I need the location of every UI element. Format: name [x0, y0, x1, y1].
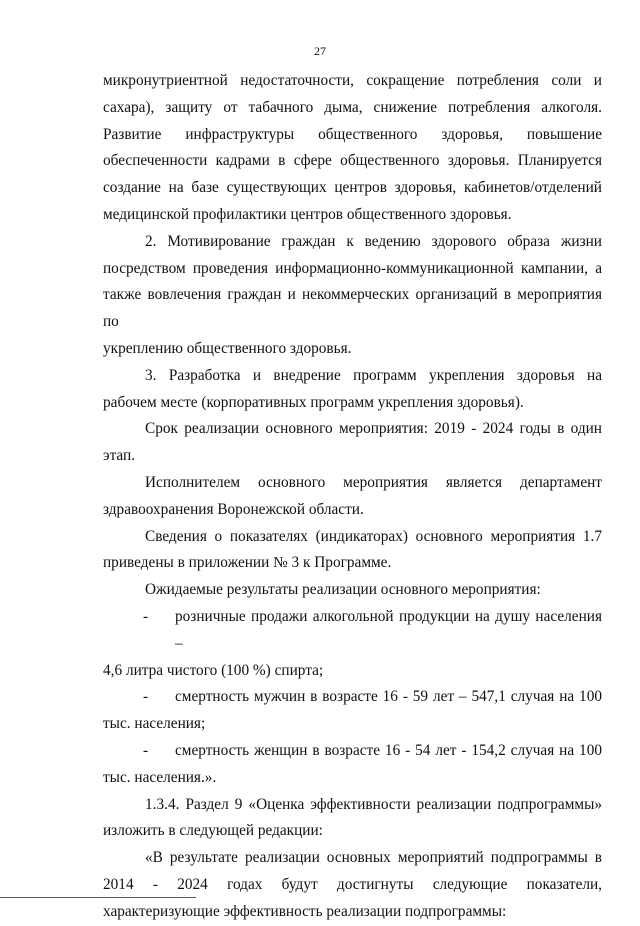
dash-marker: -	[143, 688, 149, 706]
page-number: 27	[314, 44, 326, 58]
result-text: смертность женщин в возрасте 16 - 54 лет - 154,2 случая на 100	[175, 741, 602, 759]
result-item-men-mortality	[103, 684, 602, 711]
executor-paragraph: Исполнителем основного мероприятия является департамент	[145, 473, 602, 491]
text-line: 2014 - 2024 годах будут достигнуты следующие показатели,	[103, 875, 602, 893]
text-line: медицинской профилактики центров общественного здоровья.	[103, 205, 512, 223]
text-line: характеризующие эффективность реализации подпрограммы:	[103, 902, 507, 920]
text-line: обеспеченности кадрами в сфере общественного здоровья. Планируется	[103, 152, 602, 170]
result-item-women-mortality	[103, 738, 602, 765]
section-1-3-4: 1.3.4. Раздел 9 «Оценка эффективности реализации подпрограммы»	[145, 795, 602, 813]
result-text: розничные продажи алкогольной продукции на душу населения –	[175, 607, 602, 652]
dash-marker: -	[143, 741, 149, 759]
text-line: 4,6 литра чистого (100 %) спирта;	[103, 661, 324, 679]
text-line: тыс. населения.».	[103, 768, 217, 786]
deadline-paragraph: Срок реализации основного мероприятия: 2019 - 2024 годы в один этап.	[103, 420, 602, 465]
text-line: приведены в приложении № 3 к Программе.	[103, 554, 392, 572]
text-line: микронутриентной недостаточности, сокращение потребления соли и	[103, 72, 602, 89]
footer-divider	[0, 897, 196, 898]
text-line: посредством проведения информационно-коммуникационной кампании, а	[103, 259, 602, 277]
result-item-alcohol	[103, 604, 602, 658]
expected-results-heading: Ожидаемые результаты реализации основного мероприятия:	[145, 581, 541, 599]
text-line: рабочем месте (корпоративных программ укрепления здоровья).	[103, 393, 524, 411]
text-line: здравоохранения Воронежской области.	[103, 500, 364, 518]
quote-paragraph: «В результате реализации основных мероприятий подпрограммы в	[145, 849, 602, 867]
text-line: укреплению общественного здоровья.	[103, 339, 352, 357]
text-line: создание на базе существующих центров здоровья, кабинетов/отделений	[103, 179, 602, 197]
result-text: смертность мужчин в возрасте 16 - 59 лет – 547,1 случая на 100	[175, 688, 602, 706]
text-line: также вовлечения граждан и некоммерческих организаций в мероприятия по	[103, 286, 602, 331]
text-line: изложить в следующей редакции:	[103, 822, 323, 840]
text-line: сахара), защиту от табачного дыма, снижение потребления алкоголя.	[103, 98, 602, 116]
text-line: тыс. населения;	[103, 715, 206, 733]
indicators-paragraph: Сведения о показателях (индикаторах) основного мероприятия 1.7	[145, 527, 602, 545]
dash-marker: -	[143, 607, 149, 625]
document-body	[103, 68, 602, 926]
text-line: Развитие инфраструктуры общественного здоровья, повышение	[103, 125, 602, 143]
list-item-3: 3. Разработка и внедрение программ укрепления здоровья на	[145, 366, 602, 384]
list-item-2: 2. Мотивирование граждан к ведению здорового образа жизни	[145, 232, 602, 250]
